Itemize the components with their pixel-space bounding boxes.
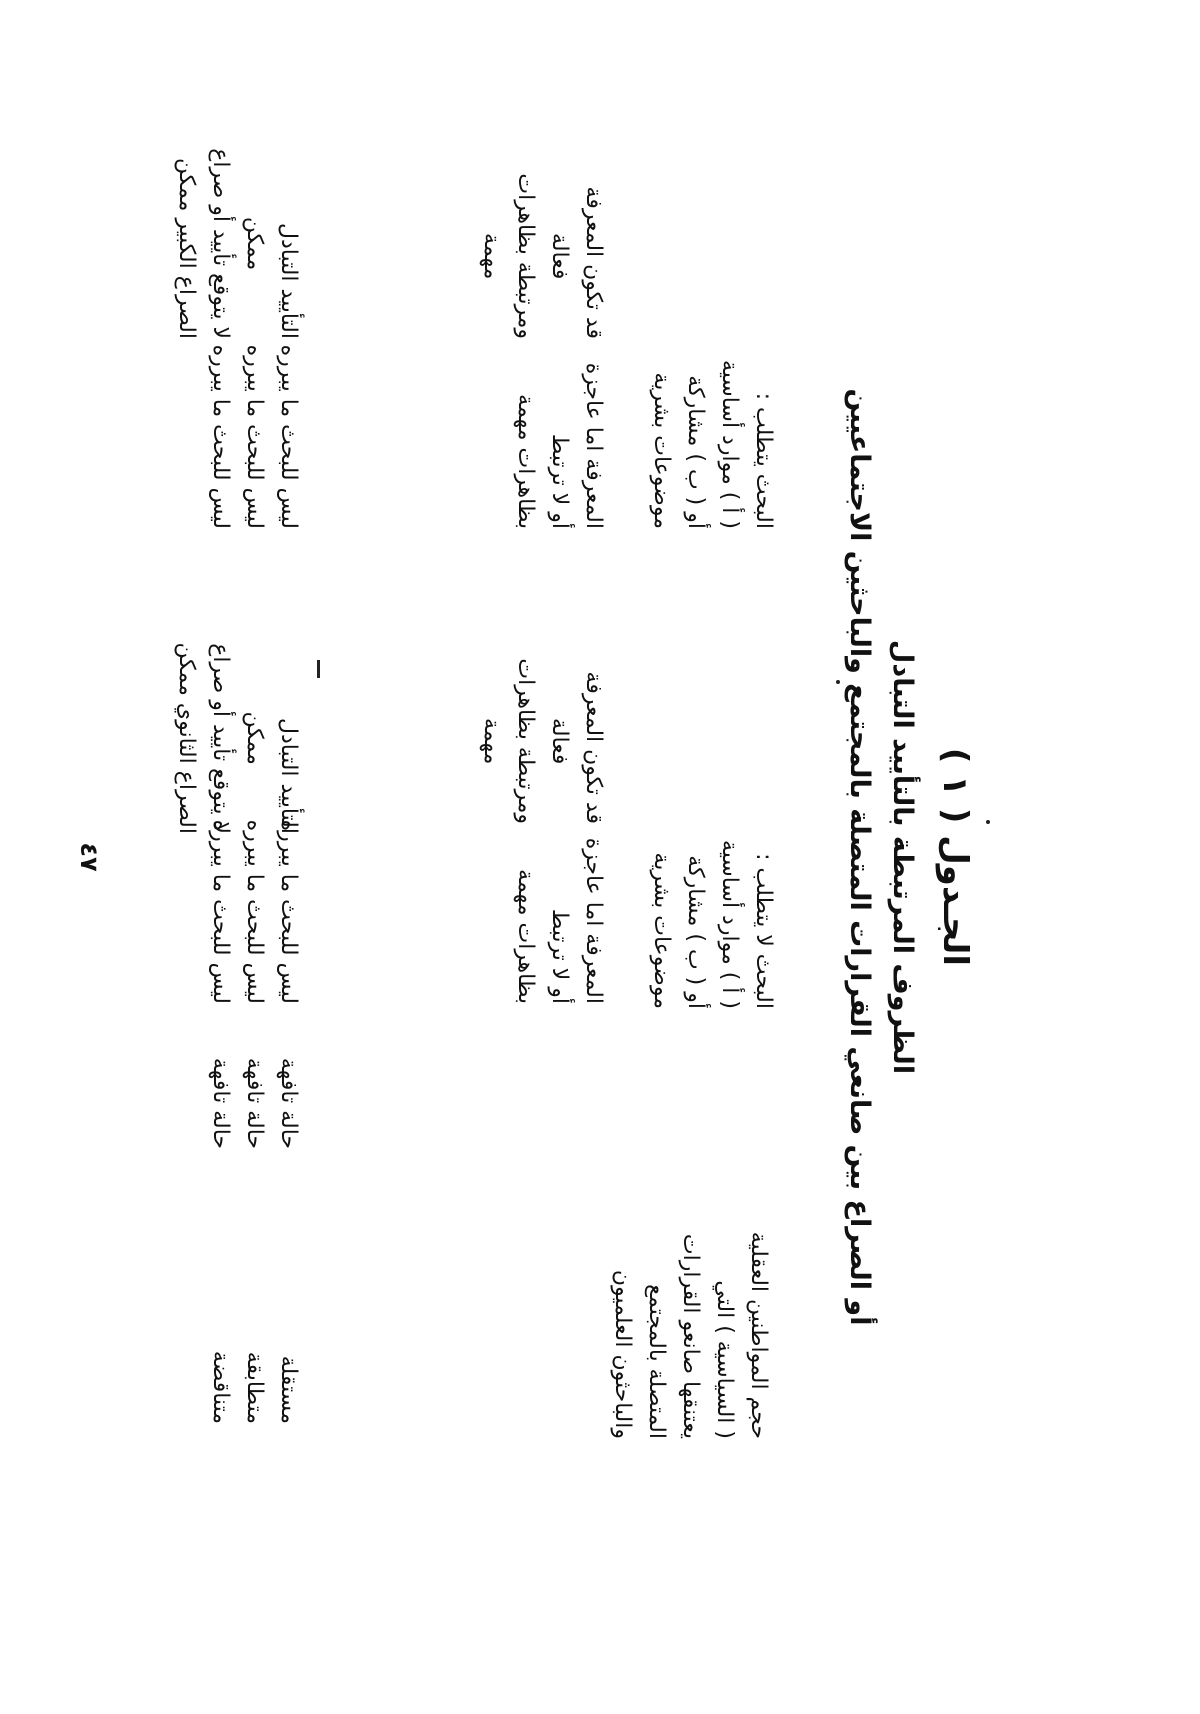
cell-knowledge-weak-2 [508,363,610,529]
cell-line: أو لا ترتبط [547,433,572,529]
cell-knowledge-effective-2 [474,173,610,339]
cell-line: قد تكون المعرفة [581,671,606,824]
table-subtitle-line-1: الظروف المرتبطة بالتأييد التبادل [887,639,918,1075]
cell-line: حالة تافهة [242,1057,267,1149]
column-header-line: البحث يتطلب : [751,392,776,529]
cell-line: لا يتوقع تأييد أو صراع [208,148,233,339]
cell-line: ومرتبطة بظاهرات [513,173,538,339]
cell-research-unjustified-2 [203,345,305,529]
column-header-line: ( أ ) موارد أساسية [717,359,742,529]
header-cell-line: والباحثون العلميون [610,1269,635,1439]
column-header-line: البحث لا يتطلب : [751,853,776,1009]
cell-line: ليس للبحث ما يبرره [208,819,233,1004]
cell-line: الصراع الثانوي ممكن [174,642,199,834]
cell-line: بظاهرات مهمة [513,869,538,1004]
cell-line: لا يتوقع تأييد أو صراع [208,643,233,834]
cell-line: التأييد التبادل [276,222,301,339]
cell-line: ليس للبحث ما يبرره [242,344,267,529]
print-speck [836,680,840,684]
cell-line: فعالة [547,233,572,280]
cell-line: حالة تافهة [276,1057,301,1149]
cell-line: مهمة [479,717,504,765]
row-label: متناقضة [208,1350,233,1424]
column-header-no-resources [644,840,780,1009]
cell-line: ومرتبطة بظاهرات [513,658,538,824]
page-number: ٤٧ [75,842,103,872]
cell-line: قد تكون المعرفة [581,186,606,339]
cell-line: حالة تافهة [208,1057,233,1149]
cell-line: المعرفة اما عاجزة [581,837,606,1004]
row-label: مستقلة [276,1355,301,1424]
cell-line: ممكن [242,216,267,271]
column-header-line: أو ( ب ) مشاركة [683,375,708,529]
cell-line: الصراع الكبير ممكن [174,157,199,339]
cell-line: أو لا ترتبط [547,908,572,1004]
header-cell-line: حجم المواطنين العقلية [746,1231,771,1439]
cell-line: مهمة [479,232,504,280]
print-speck [986,820,990,824]
column-header-line: موضوعات بشرية [649,852,674,1009]
cell-line: المعرفة اما عاجزة [581,362,606,529]
cell-knowledge-weak-1 [508,838,610,1004]
header-cell-line: يعتنقها صانعو القرارات [678,1233,703,1439]
cell-trivial-state [203,1058,305,1149]
cell-support-conflict-2 [169,148,305,339]
column-header-line: أو ( ب ) مشاركة [683,855,708,1009]
cell-line: بظاهرات مهمة [513,394,538,529]
row-label: متطابقة [242,1351,267,1424]
column-header-line: ( أ ) موارد أساسية [717,839,742,1009]
table-subtitle-line-2: أو الصراع بين صانعي القرارات المتصلة بالمجتمع والباحثين الاجتماعيين [844,388,875,1326]
cell-line: ليس للبحث ما يبرره [276,819,301,1004]
column-header-line: موضوعات بشرية [649,372,674,529]
print-speck [317,660,320,678]
cell-line: فعالة [547,718,572,765]
cell-line: ممكن [242,711,267,765]
cell-support-conflict-1 [169,642,305,834]
cell-line: ليس للبحث ما يبرره [208,344,233,529]
cell-line: ليس للبحث ما يبرره [242,819,267,1004]
cell-line: ليس للبحث ما يبرره [276,344,301,529]
cell-line: التأييد التبادل [276,717,301,834]
table-title: الجـدول ( ١ ) [935,747,975,967]
cell-knowledge-effective-1 [474,658,610,824]
row-labels-mindset [203,1351,305,1424]
cell-research-unjustified-1 [203,820,305,1004]
header-cell-citizen-mindset [605,1232,775,1439]
column-header-requires-resources [644,360,780,529]
header-cell-line: ( السياسية ) التي [712,1280,737,1439]
header-cell-line: المتصلة بالمجتمع [644,1284,669,1439]
